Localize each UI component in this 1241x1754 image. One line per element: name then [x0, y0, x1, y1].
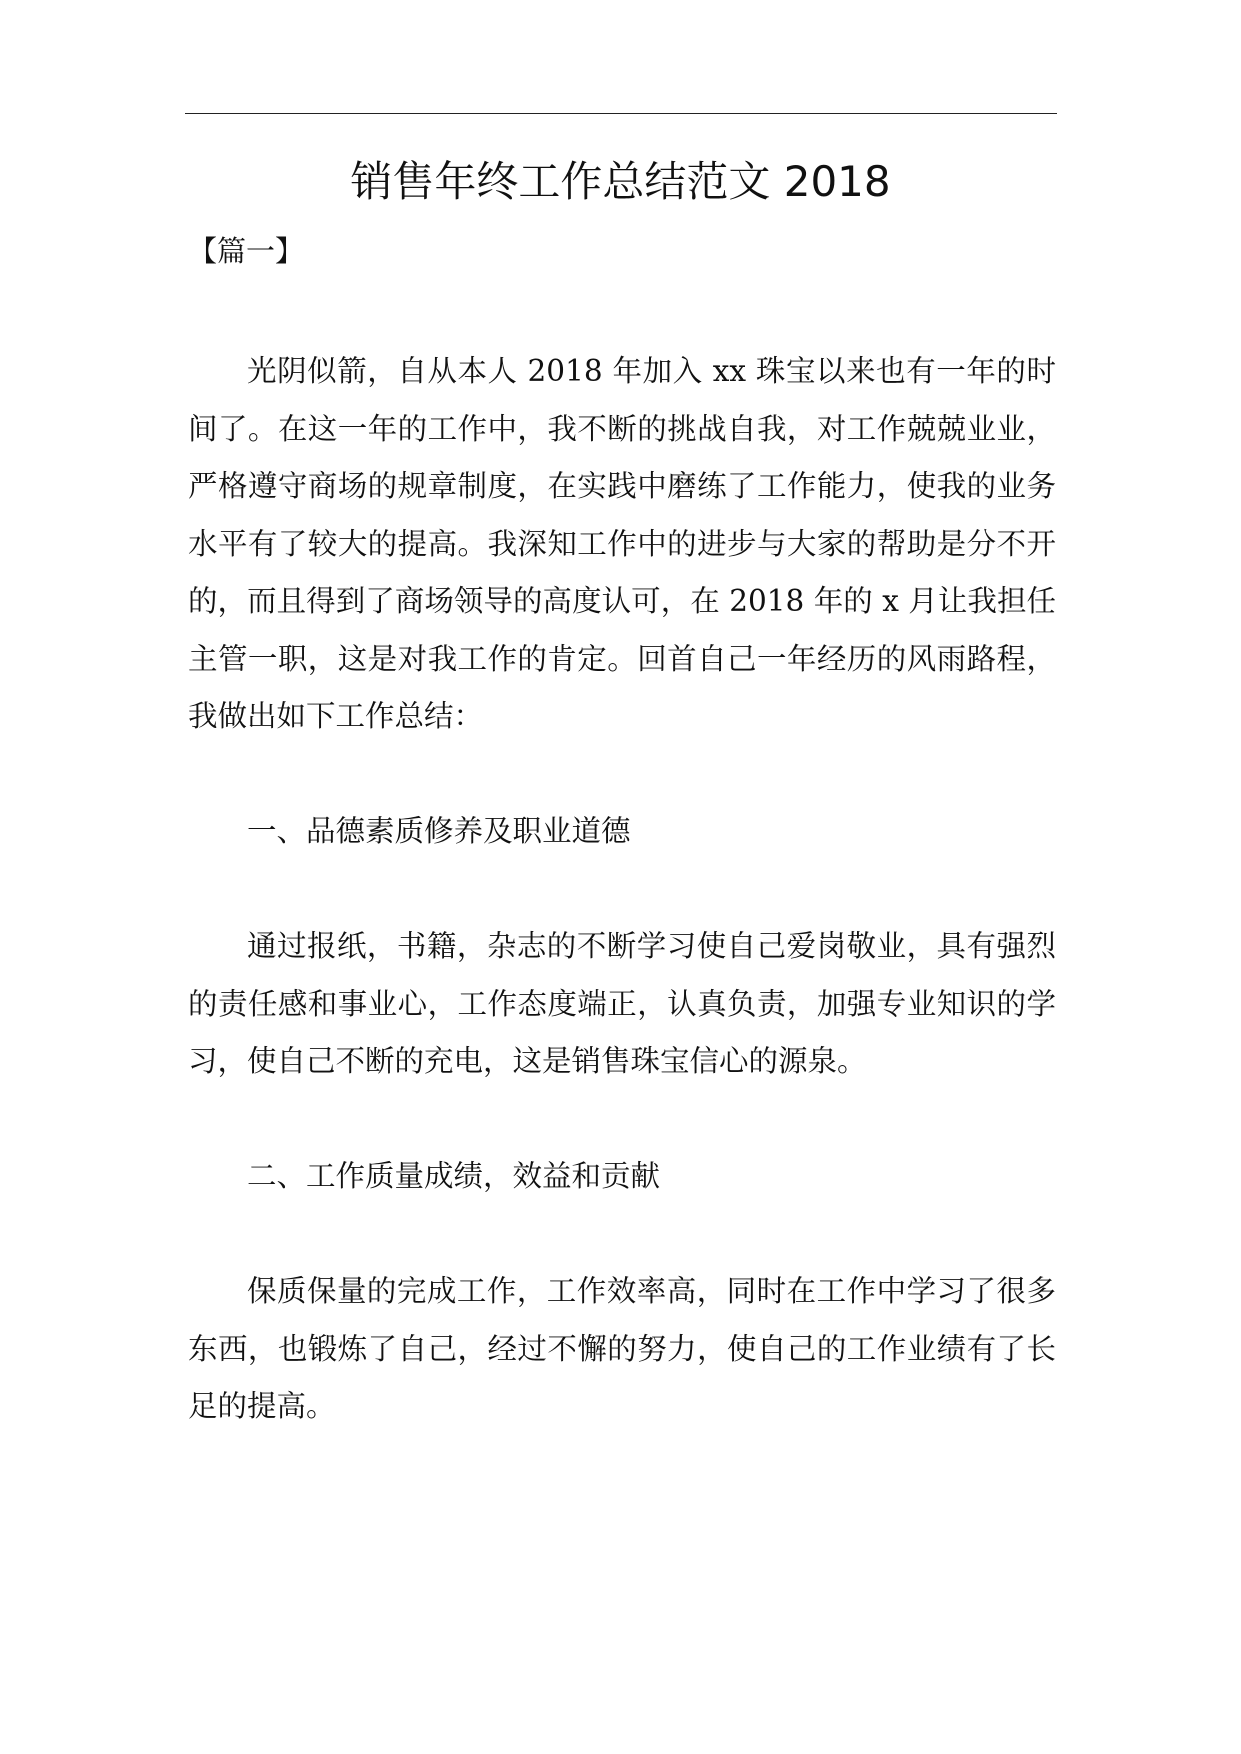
section-heading-1: 一、品德素质修养及职业道德	[247, 814, 631, 848]
paragraph-quality: 保质保量的完成工作，工作效率高，同时在工作中学习了很多东西，也锻炼了自己，经过不懈的努力，使自己的工作业绩有了长足的提高。	[188, 1274, 1056, 1423]
paragraph-ethics: 通过报纸，书籍，杂志的不断学习使自己爱岗敬业，具有强烈的责任感和事业心，工作态度端正，认真负责，加强专业知识的学习，使自己不断的充电，这是销售珠宝信心的源泉。	[188, 929, 1056, 1078]
section-heading-2: 二、工作质量成绩，效益和贡献	[247, 1159, 661, 1193]
document-body	[188, 343, 1056, 1436]
paragraph-intro: 光阴似箭，自从本人 2018 年加入 xx 珠宝以来也有一年的时间了。在这一年的工作中，我不断的挑战自我，对工作兢兢业业，严格遵守商场的规章制度，在实践中磨练了工作能力，使我的业务水平有了较大的提高。我深知工作中的进步与大家的帮助是分不开的，而且得到了商场领导的高度认可，在 2018 年的 x 月让我担任主管一职，这是对我工作的肯定。回首自己一年经历的风雨路程，我做出如下工作总结：	[188, 354, 1056, 733]
document-title: 销售年终工作总结范文 2018	[350, 157, 891, 206]
header-rule	[185, 113, 1057, 114]
section-label: 【篇一】	[188, 234, 305, 268]
